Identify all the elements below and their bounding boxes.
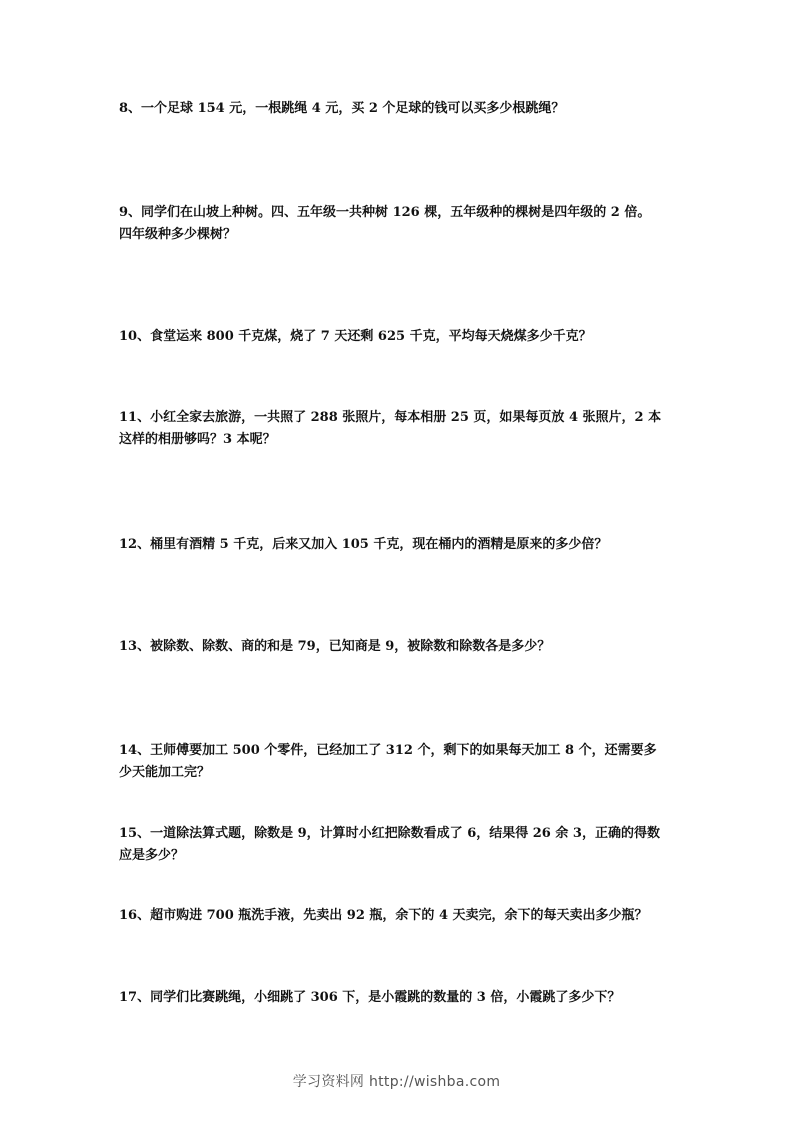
question-10 xyxy=(119,326,684,348)
question-14 xyxy=(119,740,684,784)
question-line: 11、小红全家去旅游，一共照了 288 张照片，每本相册 25 页，如果每页放 4 张照片，2 本 xyxy=(119,410,662,425)
question-13 xyxy=(119,636,684,658)
question-line: 13、被除数、除数、商的和是 79，已知商是 9，被除数和除数各是多少？ xyxy=(119,639,551,654)
question-line: 15、一道除法算式题，除数是 9，计算时小红把除数看成了 6，结果得 26 余 3，正确的得数 xyxy=(119,826,660,841)
question-9 xyxy=(119,202,684,246)
question-15 xyxy=(119,823,684,867)
question-line: 这样的相册够吗？3 本呢？ xyxy=(119,432,276,447)
question-line: 9、同学们在山坡上种树。四、五年级一共种树 126 棵，五年级种的棵树是四年级的 2 倍。 xyxy=(119,205,651,220)
question-line: 16、超市购进 700 瓶洗手液，先卖出 92 瓶，余下的 4 天卖完，余下的每天卖出多少瓶？ xyxy=(119,908,648,923)
question-line: 少天能加工完？ xyxy=(119,765,211,780)
question-line: 12、桶里有酒精 5 千克，后来又加入 105 千克，现在桶内的酒精是原来的多少倍？ xyxy=(119,537,608,552)
question-16 xyxy=(119,905,684,927)
question-17 xyxy=(119,987,684,1009)
question-line: 应是多少？ xyxy=(119,848,185,863)
question-line: 10、食堂运来 800 千克煤，烧了 7 天还剩 625 千克，平均每天烧煤多少千克？ xyxy=(119,329,592,344)
footer-watermark: 学习资料网 http://wishba.com xyxy=(292,1074,501,1090)
question-line: 14、王师傅要加工 500 个零件，已经加工了 312 个，剩下的如果每天加工 8 个，还需要多 xyxy=(119,743,657,758)
question-8 xyxy=(119,98,684,120)
question-line: 17、同学们比赛跳绳，小细跳了 306 下，是小霞跳的数量的 3 倍，小霞跳了多少下？ xyxy=(119,990,621,1005)
question-12 xyxy=(119,534,684,556)
question-line: 四年级种多少棵树？ xyxy=(119,227,237,242)
question-line: 8、一个足球 154 元，一根跳绳 4 元，买 2 个足球的钱可以买多少根跳绳？ xyxy=(119,101,565,116)
question-11 xyxy=(119,407,684,451)
